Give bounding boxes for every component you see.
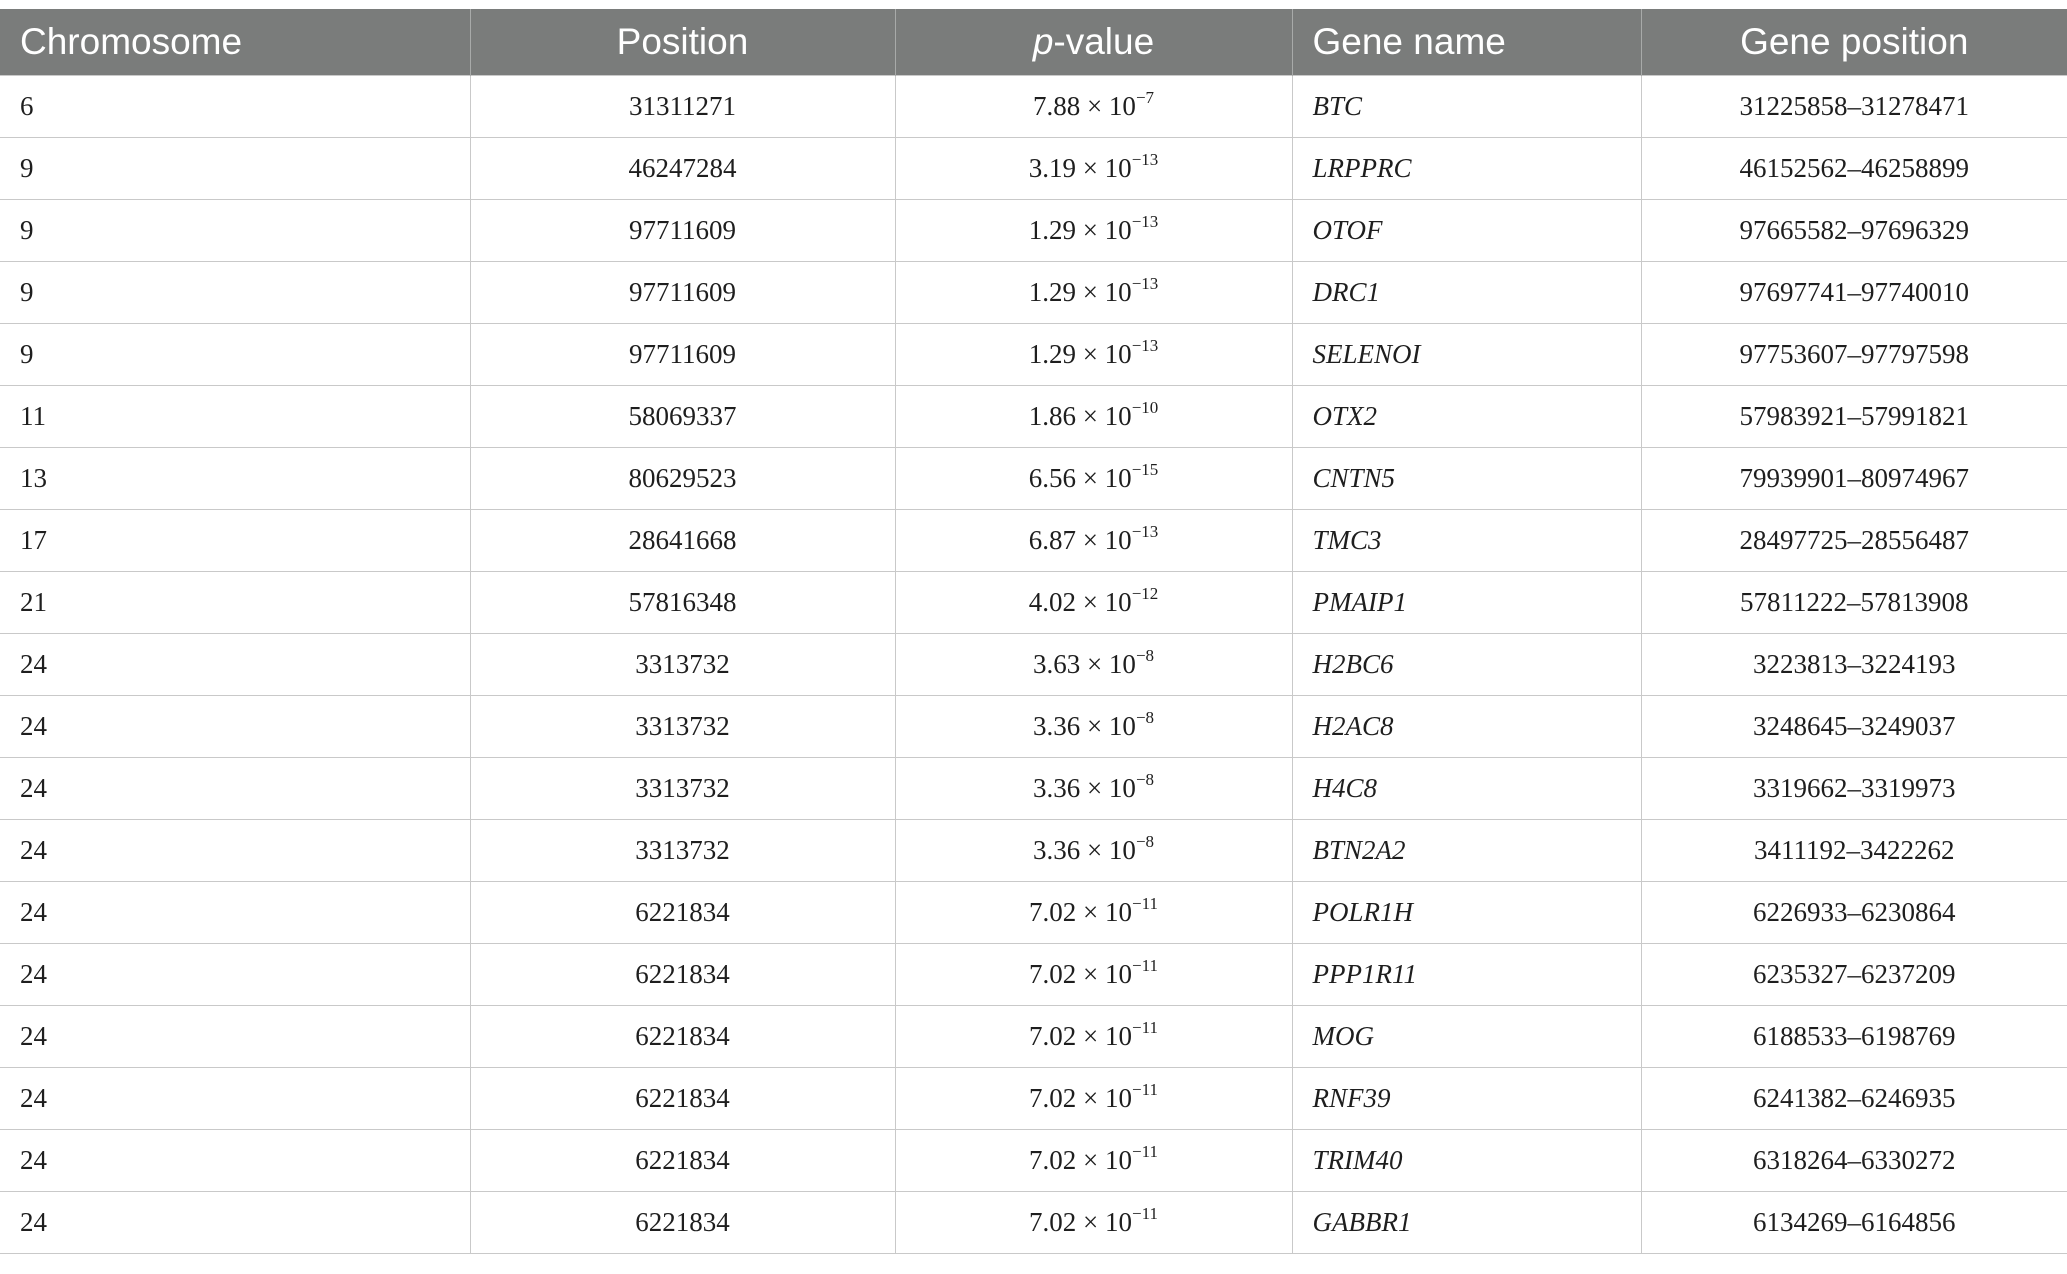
table-row [0, 572, 2067, 634]
pvalue-exponent: −11 [1132, 956, 1158, 975]
cell-chromosome: 24 [0, 758, 470, 820]
cell-gene-position: 97697741–97740010 [1641, 262, 2067, 324]
cell-pvalue [895, 820, 1292, 882]
cell-gene-position: 97753607–97797598 [1641, 324, 2067, 386]
cell-position: 80629523 [470, 448, 895, 510]
cell-gene-position: 79939901–80974967 [1641, 448, 2067, 510]
cell-gene-name: DRC1 [1292, 262, 1641, 324]
cell-chromosome: 9 [0, 324, 470, 386]
cell-gene-position: 57983921–57991821 [1641, 386, 2067, 448]
pvalue-exponent: −8 [1135, 770, 1155, 789]
cell-chromosome: 24 [0, 696, 470, 758]
cell-gene-position: 6134269–6164856 [1641, 1192, 2067, 1254]
table-row [0, 820, 2067, 882]
pvalue-mantissa: 6.87 × 10 [1028, 525, 1132, 555]
pvalue-mantissa: 1.29 × 10 [1028, 215, 1132, 245]
cell-pvalue [895, 200, 1292, 262]
cell-chromosome: 9 [0, 200, 470, 262]
table-body [0, 76, 2067, 1254]
cell-chromosome: 24 [0, 820, 470, 882]
cell-chromosome: 24 [0, 1006, 470, 1068]
table-row [0, 696, 2067, 758]
pvalue-exponent: −8 [1135, 646, 1155, 665]
cell-pvalue [895, 448, 1292, 510]
pvalue-mantissa: 3.36 × 10 [1032, 711, 1136, 741]
table-row [0, 324, 2067, 386]
pvalue-mantissa: 6.56 × 10 [1028, 463, 1132, 493]
cell-position: 46247284 [470, 138, 895, 200]
cell-gene-position: 3411192–3422262 [1641, 820, 2067, 882]
cell-gene-name: CNTN5 [1292, 448, 1641, 510]
cell-gene-name: POLR1H [1292, 882, 1641, 944]
pvalue-exponent: −8 [1135, 832, 1155, 851]
table-row [0, 1130, 2067, 1192]
cell-pvalue [895, 1068, 1292, 1130]
cell-gene-position: 31225858–31278471 [1641, 76, 2067, 138]
cell-gene-position: 6226933–6230864 [1641, 882, 2067, 944]
cell-chromosome: 6 [0, 76, 470, 138]
cell-position: 3313732 [470, 634, 895, 696]
cell-gene-position: 3248645–3249037 [1641, 696, 2067, 758]
cell-position: 58069337 [470, 386, 895, 448]
pvalue-mantissa: 7.02 × 10 [1029, 1145, 1132, 1175]
table-row [0, 1006, 2067, 1068]
pvalue-exponent: −12 [1131, 584, 1159, 603]
pvalue-exponent: −11 [1132, 1204, 1158, 1223]
pvalue-mantissa: 3.36 × 10 [1032, 835, 1136, 865]
pvalue-mantissa: 1.29 × 10 [1028, 277, 1132, 307]
cell-gene-position: 6235327–6237209 [1641, 944, 2067, 1006]
cell-chromosome: 24 [0, 1192, 470, 1254]
cell-pvalue [895, 1130, 1292, 1192]
cell-gene-name: PMAIP1 [1292, 572, 1641, 634]
pvalue-exponent: −11 [1132, 1142, 1158, 1161]
pvalue-mantissa: 7.88 × 10 [1032, 91, 1136, 121]
table-row [0, 1192, 2067, 1254]
pvalue-mantissa: 7.02 × 10 [1029, 1083, 1132, 1113]
pvalue-exponent: −13 [1131, 274, 1159, 293]
results-table-container [0, 9, 2067, 1254]
cell-gene-name: OTOF [1292, 200, 1641, 262]
cell-gene-name: TMC3 [1292, 510, 1641, 572]
cell-gene-name: TRIM40 [1292, 1130, 1641, 1192]
pvalue-exponent: −11 [1132, 894, 1158, 913]
header-pvalue-rest: -value [1053, 21, 1155, 62]
cell-pvalue [895, 262, 1292, 324]
table-row [0, 386, 2067, 448]
cell-pvalue [895, 386, 1292, 448]
header-gene-position: Gene position [1641, 9, 2067, 76]
cell-chromosome: 24 [0, 1068, 470, 1130]
cell-position: 57816348 [470, 572, 895, 634]
table-row [0, 138, 2067, 200]
pvalue-exponent: −8 [1135, 708, 1155, 727]
cell-position: 6221834 [470, 1192, 895, 1254]
cell-gene-position: 6241382–6246935 [1641, 1068, 2067, 1130]
cell-gene-position: 97665582–97696329 [1641, 200, 2067, 262]
header-pvalue-italic: p [1032, 21, 1054, 62]
table-row [0, 944, 2067, 1006]
pvalue-mantissa: 7.02 × 10 [1029, 1207, 1132, 1237]
cell-pvalue [895, 76, 1292, 138]
cell-gene-name: BTC [1292, 76, 1641, 138]
pvalue-mantissa: 7.02 × 10 [1029, 897, 1132, 927]
cell-gene-name: GABBR1 [1292, 1192, 1641, 1254]
cell-pvalue [895, 1006, 1292, 1068]
cell-position: 6221834 [470, 944, 895, 1006]
cell-pvalue [895, 758, 1292, 820]
table-row [0, 758, 2067, 820]
cell-gene-position: 6188533–6198769 [1641, 1006, 2067, 1068]
cell-position: 97711609 [470, 262, 895, 324]
table-row [0, 634, 2067, 696]
cell-gene-name: OTX2 [1292, 386, 1641, 448]
cell-position: 3313732 [470, 820, 895, 882]
cell-gene-position: 3319662–3319973 [1641, 758, 2067, 820]
cell-gene-name: SELENOI [1292, 324, 1641, 386]
cell-gene-name: MOG [1292, 1006, 1641, 1068]
pvalue-mantissa: 1.29 × 10 [1028, 339, 1132, 369]
pvalue-exponent: −13 [1131, 522, 1159, 541]
cell-chromosome: 21 [0, 572, 470, 634]
cell-pvalue [895, 510, 1292, 572]
cell-chromosome: 11 [0, 386, 470, 448]
cell-gene-name: H4C8 [1292, 758, 1641, 820]
cell-gene-name: PPP1R11 [1292, 944, 1641, 1006]
cell-position: 31311271 [470, 76, 895, 138]
cell-gene-position: 57811222–57813908 [1641, 572, 2067, 634]
cell-gene-position: 6318264–6330272 [1641, 1130, 2067, 1192]
cell-position: 6221834 [470, 1130, 895, 1192]
cell-chromosome: 24 [0, 944, 470, 1006]
header-row [0, 9, 2067, 76]
cell-gene-name: RNF39 [1292, 1068, 1641, 1130]
table-row [0, 448, 2067, 510]
header-gene-name: Gene name [1292, 9, 1641, 76]
cell-position: 97711609 [470, 200, 895, 262]
cell-gene-position: 28497725–28556487 [1641, 510, 2067, 572]
table-row [0, 882, 2067, 944]
results-table [0, 9, 2067, 1254]
cell-pvalue [895, 324, 1292, 386]
cell-chromosome: 17 [0, 510, 470, 572]
cell-gene-name: H2BC6 [1292, 634, 1641, 696]
pvalue-exponent: −7 [1135, 88, 1155, 107]
cell-position: 97711609 [470, 324, 895, 386]
header-chromosome: Chromosome [0, 9, 470, 76]
cell-chromosome: 24 [0, 634, 470, 696]
pvalue-exponent: −11 [1132, 1080, 1158, 1099]
table-row [0, 1068, 2067, 1130]
table-header [0, 9, 2067, 76]
pvalue-mantissa: 3.19 × 10 [1028, 153, 1132, 183]
cell-chromosome: 13 [0, 448, 470, 510]
cell-position: 3313732 [470, 758, 895, 820]
cell-pvalue [895, 944, 1292, 1006]
header-position: Position [470, 9, 895, 76]
table-row [0, 76, 2067, 138]
pvalue-exponent: −13 [1131, 336, 1159, 355]
pvalue-exponent: −13 [1131, 150, 1159, 169]
cell-gene-position: 3223813–3224193 [1641, 634, 2067, 696]
header-pvalue [895, 9, 1292, 76]
cell-position: 28641668 [470, 510, 895, 572]
table-row [0, 262, 2067, 324]
pvalue-mantissa: 7.02 × 10 [1029, 1021, 1132, 1051]
cell-pvalue [895, 882, 1292, 944]
cell-gene-position: 46152562–46258899 [1641, 138, 2067, 200]
cell-pvalue [895, 138, 1292, 200]
cell-gene-name: H2AC8 [1292, 696, 1641, 758]
pvalue-mantissa: 4.02 × 10 [1028, 587, 1132, 617]
cell-pvalue [895, 634, 1292, 696]
table-row [0, 200, 2067, 262]
pvalue-exponent: −11 [1132, 1018, 1158, 1037]
cell-pvalue [895, 1192, 1292, 1254]
cell-chromosome: 24 [0, 882, 470, 944]
cell-position: 3313732 [470, 696, 895, 758]
cell-pvalue [895, 696, 1292, 758]
cell-position: 6221834 [470, 882, 895, 944]
cell-gene-name: BTN2A2 [1292, 820, 1641, 882]
pvalue-mantissa: 7.02 × 10 [1029, 959, 1132, 989]
cell-gene-name: LRPPRC [1292, 138, 1641, 200]
pvalue-mantissa: 3.36 × 10 [1032, 773, 1136, 803]
cell-pvalue [895, 572, 1292, 634]
pvalue-exponent: −13 [1131, 212, 1159, 231]
pvalue-exponent: −15 [1131, 460, 1159, 479]
pvalue-mantissa: 1.86 × 10 [1028, 401, 1132, 431]
cell-position: 6221834 [470, 1068, 895, 1130]
cell-position: 6221834 [470, 1006, 895, 1068]
pvalue-mantissa: 3.63 × 10 [1032, 649, 1136, 679]
pvalue-exponent: −10 [1131, 398, 1159, 417]
table-row [0, 510, 2067, 572]
cell-chromosome: 24 [0, 1130, 470, 1192]
cell-chromosome: 9 [0, 262, 470, 324]
cell-chromosome: 9 [0, 138, 470, 200]
